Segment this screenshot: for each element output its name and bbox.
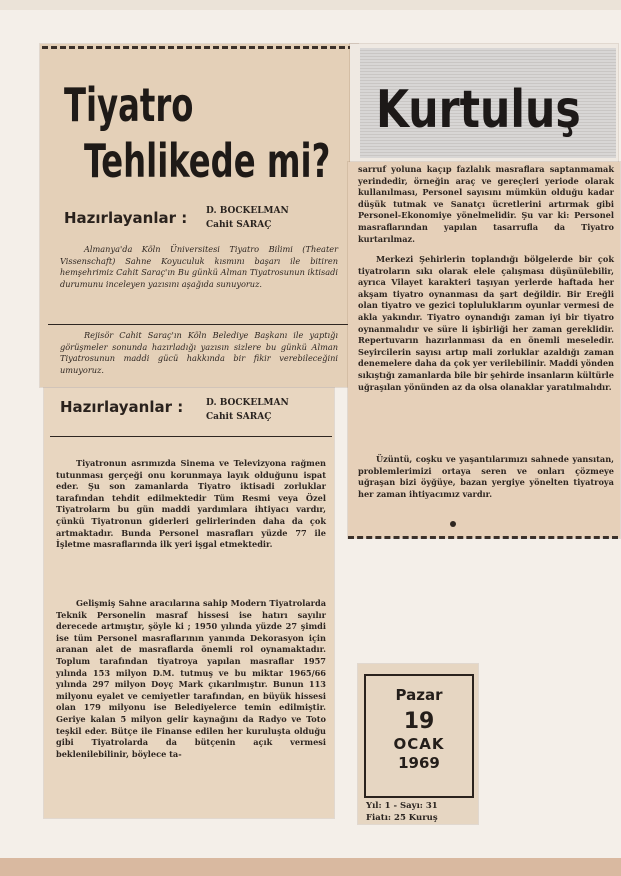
body-paragraph-2: Gelişmiş Sahne aracılarına sahip Modern Tiyatrolarda Teknik Personelin masraf hissesi ise hatırı sayılır derecede artmıştır, şöyle ki ; 1950 yılında yüzde 27 şimdi ise tüm Personel masraflarının yanında Dekorasyon için aranan alet de masraflarda önemli rol oynamaktadır. Toplum tarafından tiyatroya yapılan masraflar 1957 yılında 153 milyon D.M. tutmuş ve bu miktar 1965/66 yılında 297 milyon Doyç Mark çıkarılmıştır. Bunun 113 milyonu eyalet ve cemiyetler tarafından, en büyük hissesi olan 179 milyonu ise Belediyelerce temin edilmiştir. Geriye kalan 5 milyon gelir kaynağını da Radyo ve Toto teşkil eder. Bütçe ile Finanse edilen her kuruluşta olduğu gibi Tiyatrolarda da bütçenin açık vermesi beklenilebilinir, böylece ta- — [56, 598, 326, 759]
intro-paragraph: Almanya'da Köln Üniversitesi Tiyatro Bilimi (Theater Vissenschaft) Sahne Koyuculuk kısmını başarı ile bitiren hemşehrimiz Cahit Saraç'ın Bu günkü Alman Tiyatrosunun iktisadi durumunu inceleyen yazısını aşağıda sunuyoruz. — [60, 244, 338, 289]
end-mark — [450, 521, 456, 527]
headline-line2: Tehlikede mi? — [84, 134, 331, 188]
col2-paragraph-2: Merkezi Şehirlerin toplandığı bölgelerde bir çok tiyatroların sıkı olarak elele çalışması düşünülebilir, ayrıca Vilayet karakteri taşıyan yerlerde haftada her akşam tiyatro oynanması da şart değildir. Bir Ereğli olan tiyatro ve gezici topluluklarım oyunlar vermesi de akla yakındır. Tiyatro oynandığı zaman iyi bir tiyatro oynanmalıdır ve süre li işbirliği her zaman gereklidir. Repertuvarın hazırlanması da en önemli meseledir. Seyircilerin sayısı artıp mali zorluklar azaldığı zaman denemelere daha da çok yer verilebilinir. Maddi yönden sıkıştığı zamanlarda bile bir şehirde insanların kültürle uğraşılan yönünden az da olsa olanaklar yaratılmalıdır. — [358, 254, 614, 392]
date-number: 19 — [403, 709, 435, 734]
authors-2 — [206, 396, 289, 424]
divider — [48, 324, 354, 325]
authors — [206, 204, 289, 232]
issue-info — [366, 800, 438, 824]
col2-paragraph-1: sarruf yoluna kaçıp fazlalık masraflara saptanmamak yerindedir, örneğin araç ve gereçleri yeriode olarak kullanılması, Personel sayısını mümkün olduğu kadar düşük tutmak ve Sanatçı ücretlerini artırmak gibi Personel-Ekonomiye yönelmelidir. Şu var ki: Personel masraflarından yapılan tasarrufla da Tiyatro kurtarılmaz. — [358, 164, 614, 244]
bottom-edge — [0, 858, 621, 876]
prepared-by-label: Hazırlayanlar : — [64, 209, 188, 227]
author-2-repeat: Cahit SARAÇ — [206, 412, 272, 422]
author-2: Cahit SARAÇ — [206, 220, 272, 230]
top-border — [42, 46, 354, 49]
col2-paragraph-3: Üzüntü, coşku ve yaşantılarımızı sahnede yansıtan, problemlerimizi ortaya seren ve onları çözmeye uğraşan bizi öyğüye, bazan yergiye yönelten tiyatroya her zaman ihtiyacımız vardır. — [358, 454, 614, 499]
date-year: 1969 — [398, 754, 440, 772]
column-border — [348, 536, 618, 539]
author-1-repeat: D. BOCKELMAN — [206, 398, 289, 408]
author-1: D. BOCKELMAN — [206, 206, 289, 216]
newspaper-masthead: Kurtuluş — [376, 80, 581, 140]
date-day: Pazar — [395, 686, 443, 704]
body-paragraph-1: Tiyatronun asrımızda Sinema ve Televizyona rağmen tutunması gerçeği onu korunmaya layık olduğunu ispat eder. Şu son zamanlarda Tiyatro iktisadi zorluklar tarafından tehdit edilmektedir Tüm Resmi veya Özel Tiyatrolarm bu gün maddi yardımlara ihtiyacı vardır, çünkü Tiyatronun giderleri gelirlerinden daha da çok artmaktadır. Bunda Personel masrafları yüzde 77 ile İşletme masraflarında ilk yeri işgal etmektedir. — [56, 458, 326, 550]
price-line: Fiatı: 25 Kuruş — [366, 813, 438, 823]
top-edge — [0, 0, 621, 10]
divider-2 — [50, 436, 332, 437]
issue-line: Yıl: 1 - Sayı: 31 — [366, 801, 438, 811]
headline-line1: Tiyatro — [64, 78, 194, 132]
date-month: OCAK — [393, 735, 445, 753]
director-paragraph: Rejisör Cahit Saraç'ın Köln Belediye Başkanı ile yaptığı görüşmeler sonunda hazırladığı yazısın sizlere bu günkü Alman Tiyatrosunun maddi gücü hakkında bir fikir verebileceğini umuyoruz. — [60, 330, 338, 375]
date-box — [364, 674, 474, 798]
prepared-by-label-2: Hazırlayanlar : — [60, 398, 184, 416]
